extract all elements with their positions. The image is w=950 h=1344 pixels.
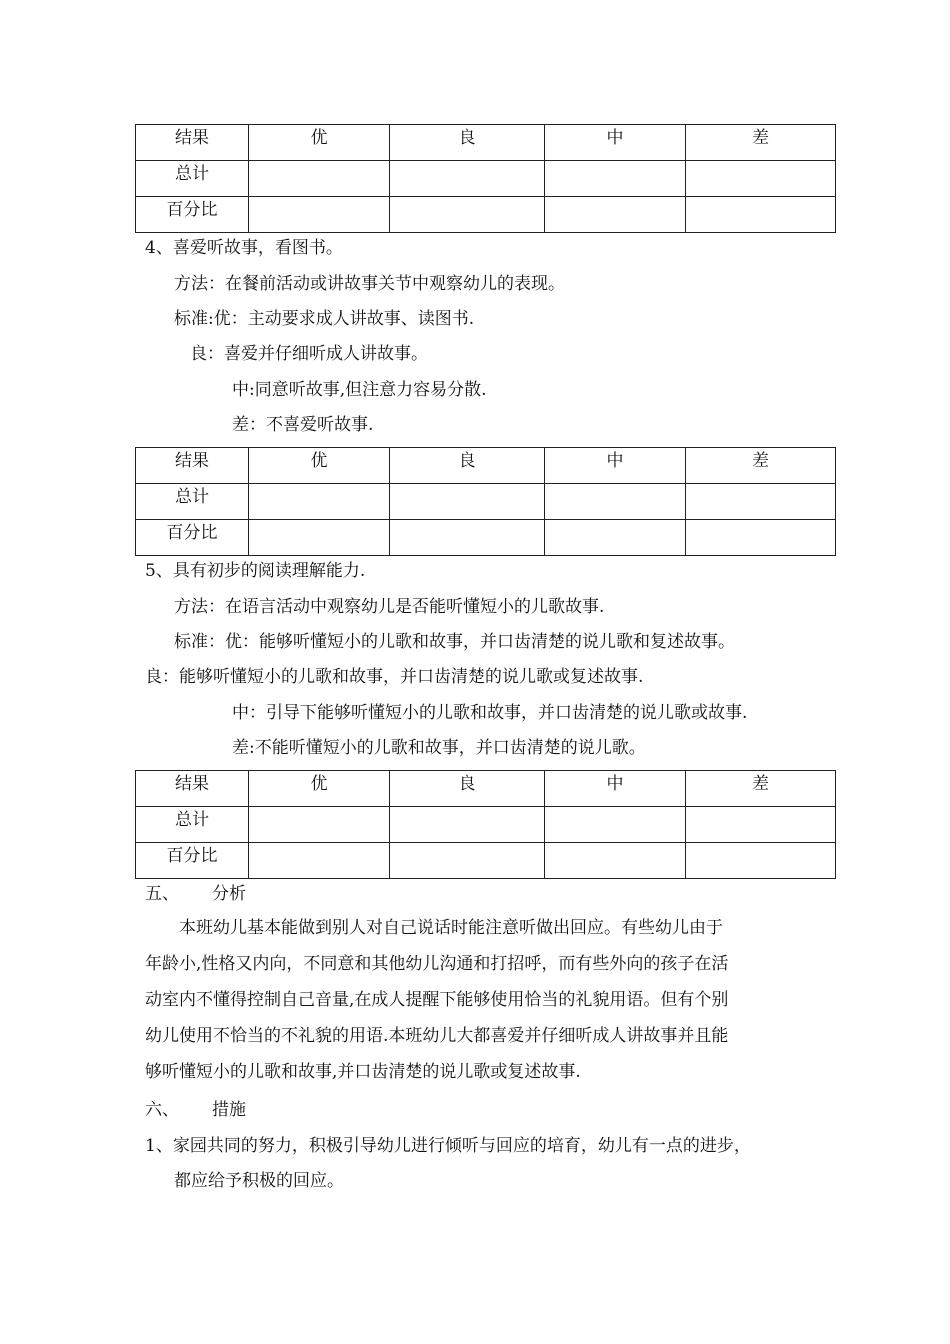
section5-std-medium: 中：引导下能够听懂短小的儿歌和故事，并口齿清楚的说儿歌或故事. <box>232 703 748 723</box>
cell <box>390 197 545 233</box>
section4-title: 4、喜爱听故事，看图书。 <box>145 238 343 258</box>
cell <box>545 807 686 843</box>
cell <box>390 843 545 879</box>
row-label-total: 总计 <box>136 161 249 197</box>
table-row-total <box>136 484 836 520</box>
section5-title: 5、具有初步的阅读理解能力. <box>145 561 366 581</box>
cell <box>686 843 836 879</box>
table-header-row <box>136 448 836 484</box>
header-medium: 中 <box>545 448 686 484</box>
cell <box>249 197 390 233</box>
section4-std-poor: 差：不喜爱听故事. <box>232 415 374 435</box>
analysis-line-1: 本班幼儿基本能做到别人对自己说话时能注意听做出回应。有些幼儿由于 <box>179 918 723 938</box>
analysis-line-3: 动室内不懂得控制自己音量,在成人提醒下能够使用恰当的礼貌用语。但有个别 <box>145 990 729 1010</box>
cell <box>686 161 836 197</box>
table-header-row <box>136 771 836 807</box>
analysis-line-4: 幼儿使用不恰当的不礼貌的用语.本班幼儿大都喜爱并仔细听成人讲故事并且能 <box>145 1026 729 1046</box>
analysis-line-2: 年龄小,性格又内向，不同意和其他幼儿沟通和打招呼，而有些外向的孩子在活 <box>145 954 729 974</box>
header-good: 良 <box>390 448 545 484</box>
header-excellent: 优 <box>249 448 390 484</box>
table-row-percent <box>136 520 836 556</box>
cell <box>686 484 836 520</box>
header-excellent: 优 <box>249 771 390 807</box>
header-medium: 中 <box>545 771 686 807</box>
measures-item1-line2: 都应给予积极的回应。 <box>174 1171 344 1191</box>
header-poor: 差 <box>686 448 836 484</box>
section4-std-excellent: 标准:优：主动要求成人讲故事、读图书. <box>174 309 475 329</box>
section5-std-poor: 差:不能听懂短小的儿歌和故事，并口齿清楚的说儿歌。 <box>232 738 646 758</box>
table-row-total <box>136 807 836 843</box>
result-table-1 <box>135 124 836 233</box>
header-medium: 中 <box>545 125 686 161</box>
cell <box>545 484 686 520</box>
cell <box>249 520 390 556</box>
table-header-row <box>136 125 836 161</box>
cell <box>249 161 390 197</box>
table-row-total <box>136 161 836 197</box>
row-label-percent: 百分比 <box>136 843 249 879</box>
cell <box>249 843 390 879</box>
measures-heading: 措施 <box>212 1100 246 1120</box>
header-poor: 差 <box>686 771 836 807</box>
cell <box>545 197 686 233</box>
header-result: 结果 <box>136 771 249 807</box>
result-table-2 <box>135 447 836 556</box>
section5-std-excellent: 标准：优：能够听懂短小的儿歌和故事，并口齿清楚的说儿歌和复述故事。 <box>174 632 735 652</box>
section4-method: 方法：在餐前活动或讲故事关节中观察幼儿的表现。 <box>174 274 565 294</box>
measures-item1-line1: 1、家园共同的努力，积极引导幼儿进行倾听与回应的培育，幼儿有一点的进步， <box>145 1136 751 1156</box>
measures-heading-number: 六、 <box>145 1100 179 1120</box>
cell <box>249 807 390 843</box>
table-row-percent <box>136 843 836 879</box>
cell <box>686 520 836 556</box>
cell <box>390 484 545 520</box>
section5-method: 方法：在语言活动中观察幼儿是否能听懂短小的儿歌故事. <box>174 597 605 617</box>
header-excellent: 优 <box>249 125 390 161</box>
analysis-line-5: 够听懂短小的儿歌和故事,并口齿清楚的说儿歌或复述故事. <box>145 1062 581 1082</box>
section4-std-medium: 中:同意听故事,但注意力容易分散. <box>232 380 487 400</box>
section5-std-good: 良：能够听懂短小的儿歌和故事，并口齿清楚的说儿歌或复述故事. <box>145 667 644 687</box>
header-poor: 差 <box>686 125 836 161</box>
header-good: 良 <box>390 771 545 807</box>
result-table-3 <box>135 770 836 879</box>
header-result: 结果 <box>136 125 249 161</box>
cell <box>545 161 686 197</box>
row-label-percent: 百分比 <box>136 520 249 556</box>
row-label-total: 总计 <box>136 484 249 520</box>
cell <box>545 520 686 556</box>
cell <box>686 807 836 843</box>
table-row-percent <box>136 197 836 233</box>
cell <box>390 520 545 556</box>
header-result: 结果 <box>136 448 249 484</box>
analysis-heading-number: 五、 <box>145 884 179 904</box>
row-label-percent: 百分比 <box>136 197 249 233</box>
cell <box>686 197 836 233</box>
row-label-total: 总计 <box>136 807 249 843</box>
analysis-heading: 分析 <box>212 884 246 904</box>
header-good: 良 <box>390 125 545 161</box>
cell <box>390 161 545 197</box>
cell <box>390 807 545 843</box>
cell <box>249 484 390 520</box>
cell <box>545 843 686 879</box>
section4-std-good: 良：喜爱并仔细听成人讲故事。 <box>190 344 428 364</box>
